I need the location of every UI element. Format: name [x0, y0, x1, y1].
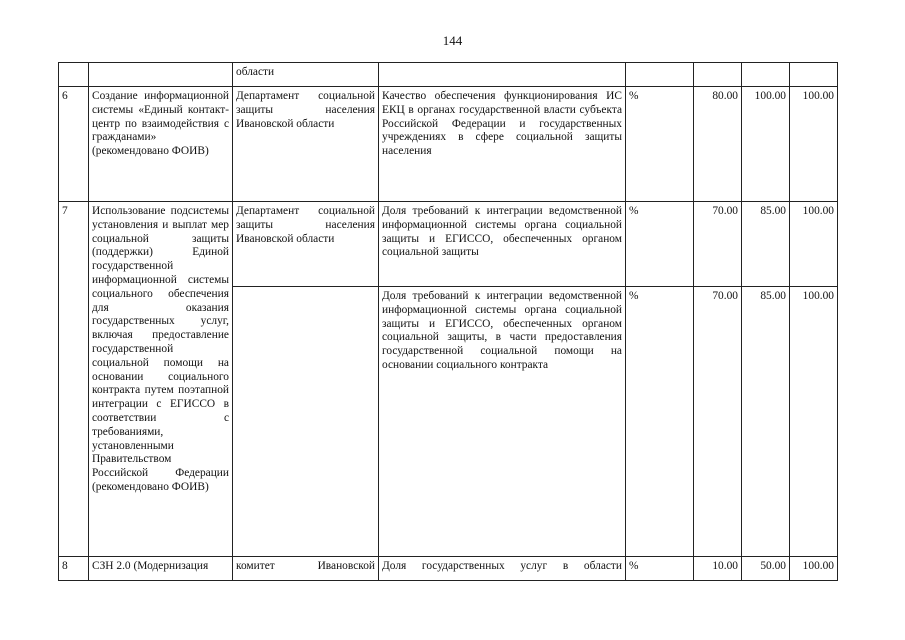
value-year-3: 100.00 [790, 202, 838, 287]
value-year-2-text: 50.00 [760, 560, 786, 572]
table-row [59, 63, 838, 87]
indicator: Качество обеспечения функционирования ИС ЕКЦ в органах государственной власти субъекта Российской Федерации и государственных учреждениях в сфере социальной защиты населения [379, 87, 626, 202]
indicator [379, 63, 626, 87]
value-year-3-text: 100.00 [802, 560, 834, 572]
value-year-1 [694, 557, 742, 581]
value-year-1: 70.00 [694, 202, 742, 287]
table-row [59, 87, 838, 202]
measure-name [89, 557, 233, 581]
value-year-1 [694, 63, 742, 87]
unit: % [626, 202, 694, 287]
row-number: 7 [59, 202, 89, 557]
executor: Департамент социальной защиты населения Ивановской области [233, 202, 379, 287]
table-row [59, 557, 838, 581]
table-row [59, 202, 838, 287]
value-year-2: 85.00 [742, 287, 790, 557]
value-year-3 [790, 63, 838, 87]
row-number: 6 [59, 87, 89, 202]
value-year-3: 100.00 [790, 287, 838, 557]
measure-name [89, 63, 233, 87]
executor-text: комитет Ивановской [236, 560, 375, 572]
unit [626, 63, 694, 87]
page-number: 144 [442, 33, 463, 48]
value-year-1: 80.00 [694, 87, 742, 202]
indicator-text: Доля государственных услуг в области [382, 560, 622, 572]
value-year-2: 100.00 [742, 87, 790, 202]
indicator: Доля требований к интеграции ведомственной информационной системы органа социальной защиты и ЕГИССО, обеспеченных органом социальной защиты, в части предоставления государственной социальной помощи на основании социального контракта [379, 287, 626, 557]
indicator [379, 557, 626, 581]
value-year-1: 70.00 [694, 287, 742, 557]
executor: области [233, 63, 379, 87]
value-year-3 [790, 557, 838, 581]
unit [626, 557, 694, 581]
indicator: Доля требований к интеграции ведомственной информационной системы органа социальной защиты и ЕГИССО, обеспеченных органом социальной защиты [379, 202, 626, 287]
value-year-3: 100.00 [790, 87, 838, 202]
unit-text: % [629, 560, 639, 572]
measures-table [58, 62, 838, 581]
executor: Департамент социальной защиты населения Ивановской области [233, 87, 379, 202]
unit: % [626, 287, 694, 557]
executor [233, 557, 379, 581]
measure-name: Создание информационной системы «Единый контакт-центр по взаимодействия с гражданами» (рекомендовано ФОИВ) [89, 87, 233, 202]
measure-name-text: СЗН 2.0 (Модернизация [92, 560, 209, 572]
value-year-1-text: 10.00 [712, 560, 738, 572]
value-year-2 [742, 557, 790, 581]
measure-name: Использование подсистемы установления и выплат мер социальной защиты (поддержки) Единой государственной информационной системы социального обеспечения для оказания государственных услуг, включая предоставление государственной социальной помощи на основании социального контракта путем поэтапной интеграции с ЕГИССО в соответствии с требованиями, установленными Правительством Российской Федерации (рекомендовано ФОИВ) [89, 202, 233, 557]
row-number-text: 8 [62, 560, 68, 572]
unit: % [626, 87, 694, 202]
executor-empty [233, 287, 379, 557]
value-year-2: 85.00 [742, 202, 790, 287]
row-number [59, 557, 89, 581]
row-number [59, 63, 89, 87]
value-year-2 [742, 63, 790, 87]
